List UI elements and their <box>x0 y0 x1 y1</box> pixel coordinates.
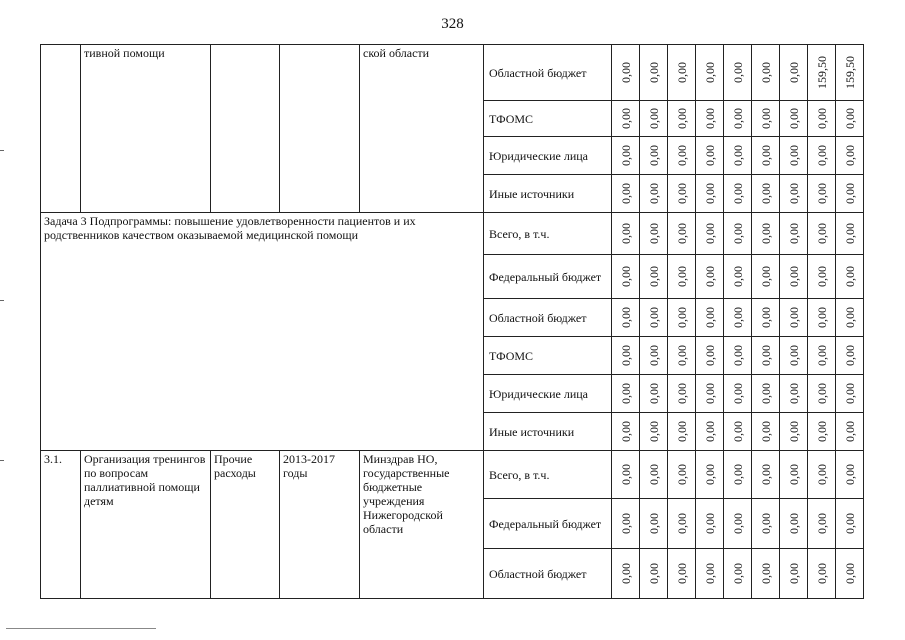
amount-cell <box>836 413 864 451</box>
amount-value: 0,00 <box>814 513 829 534</box>
amount-value: 0,00 <box>814 145 829 166</box>
amount-value: 0,00 <box>758 345 773 366</box>
amount-cell <box>780 499 808 549</box>
amount-cell <box>780 175 808 213</box>
amount-cell <box>724 375 752 413</box>
amount-value: 0,00 <box>730 383 745 404</box>
amount-value: 0,00 <box>758 183 773 204</box>
cell-executor-cont: ской области <box>360 45 484 213</box>
amount-value: 0,00 <box>618 464 633 485</box>
amount-cell <box>640 451 668 499</box>
amount-cell <box>808 451 836 499</box>
amount-value: 0,00 <box>646 421 661 442</box>
item-number: 3.1. <box>41 451 81 599</box>
amount-cell <box>836 375 864 413</box>
amount-cell <box>836 175 864 213</box>
amount-value: 0,00 <box>646 62 661 83</box>
amount-value: 0,00 <box>674 223 689 244</box>
amount-value: 0,00 <box>674 307 689 328</box>
amount-cell <box>668 213 696 255</box>
table-row <box>41 45 864 101</box>
funding-source: Иные источники <box>484 413 612 451</box>
amount-cell <box>752 299 780 337</box>
amount-value: 0,00 <box>842 223 857 244</box>
amount-value: 0,00 <box>814 383 829 404</box>
amount-value: 0,00 <box>758 513 773 534</box>
amount-value: 0,00 <box>814 464 829 485</box>
amount-value: 0,00 <box>786 223 801 244</box>
amount-cell <box>612 499 640 549</box>
amount-cell <box>724 45 752 101</box>
amount-value: 0,00 <box>786 383 801 404</box>
amount-cell <box>668 255 696 299</box>
table-row <box>41 451 864 499</box>
amount-cell <box>836 451 864 499</box>
amount-cell <box>724 175 752 213</box>
amount-value: 0,00 <box>674 183 689 204</box>
amount-value: 0,00 <box>702 108 717 129</box>
amount-value: 0,00 <box>842 513 857 534</box>
amount-value: 0,00 <box>646 383 661 404</box>
amount-value: 0,00 <box>646 307 661 328</box>
amount-value: 0,00 <box>842 383 857 404</box>
amount-cell <box>612 549 640 599</box>
amount-cell <box>724 137 752 175</box>
amount-cell <box>612 137 640 175</box>
amount-cell <box>808 337 836 375</box>
amount-cell <box>668 375 696 413</box>
amount-cell <box>808 299 836 337</box>
amount-value: 0,00 <box>730 145 745 166</box>
amount-value: 0,00 <box>674 464 689 485</box>
funding-source: ТФОМС <box>484 337 612 375</box>
table-row <box>41 213 864 255</box>
amount-value: 0,00 <box>842 345 857 366</box>
amount-cell <box>780 213 808 255</box>
amount-cell <box>836 337 864 375</box>
amount-cell <box>696 337 724 375</box>
amount-cell <box>612 413 640 451</box>
amount-value: 0,00 <box>842 307 857 328</box>
page-number: 328 <box>441 16 464 32</box>
cell-period-cont <box>280 45 360 213</box>
amount-cell <box>808 375 836 413</box>
amount-cell <box>640 549 668 599</box>
amount-value: 0,00 <box>786 183 801 204</box>
amount-cell <box>640 213 668 255</box>
amount-cell <box>724 337 752 375</box>
amount-value: 0,00 <box>758 108 773 129</box>
amount-cell <box>752 451 780 499</box>
amount-cell <box>780 137 808 175</box>
amount-value: 0,00 <box>618 421 633 442</box>
amount-cell <box>836 255 864 299</box>
amount-value: 0,00 <box>702 421 717 442</box>
amount-value: 0,00 <box>646 183 661 204</box>
cell-expense-cont <box>211 45 280 213</box>
amount-value: 0,00 <box>842 421 857 442</box>
amount-value: 0,00 <box>842 145 857 166</box>
amount-cell <box>612 101 640 137</box>
amount-value: 0,00 <box>702 266 717 287</box>
bottom-rule <box>6 628 156 629</box>
amount-value: 0,00 <box>618 183 633 204</box>
funding-source: Всего, в т.ч. <box>484 451 612 499</box>
amount-cell <box>612 337 640 375</box>
amount-cell <box>752 175 780 213</box>
amount-value: 0,00 <box>814 563 829 584</box>
amount-cell <box>668 549 696 599</box>
amount-value: 0,00 <box>758 62 773 83</box>
amount-cell <box>696 375 724 413</box>
amount-value: 0,00 <box>674 383 689 404</box>
funding-source: Всего, в т.ч. <box>484 213 612 255</box>
amount-value: 0,00 <box>646 223 661 244</box>
item-period: 2013-2017 годы <box>280 451 360 599</box>
amount-value: 159,50 <box>842 56 857 89</box>
amount-cell <box>808 499 836 549</box>
amount-value: 0,00 <box>702 307 717 328</box>
amount-value: 0,00 <box>618 383 633 404</box>
amount-cell <box>752 549 780 599</box>
item-executor: Минздрав НО, государственные бюджетные учреждения Нижегородской области <box>360 451 484 599</box>
amount-value: 0,00 <box>646 345 661 366</box>
amount-cell <box>696 101 724 137</box>
amount-value: 0,00 <box>730 223 745 244</box>
amount-cell <box>612 299 640 337</box>
table-body <box>41 45 864 599</box>
amount-cell <box>724 255 752 299</box>
amount-cell <box>780 451 808 499</box>
amount-value: 0,00 <box>842 464 857 485</box>
amount-cell <box>724 499 752 549</box>
amount-value: 0,00 <box>758 266 773 287</box>
amount-cell <box>696 451 724 499</box>
amount-value: 0,00 <box>814 345 829 366</box>
amount-value: 0,00 <box>646 145 661 166</box>
amount-cell <box>724 413 752 451</box>
amount-cell <box>808 45 836 101</box>
amount-value: 0,00 <box>702 464 717 485</box>
amount-cell <box>808 137 836 175</box>
funding-source: Юридические лица <box>484 375 612 413</box>
amount-value: 0,00 <box>618 145 633 166</box>
funding-source: Областной бюджет <box>484 299 612 337</box>
amount-cell <box>696 213 724 255</box>
amount-cell <box>780 101 808 137</box>
amount-value: 0,00 <box>702 383 717 404</box>
amount-value: 0,00 <box>702 145 717 166</box>
amount-value: 0,00 <box>842 266 857 287</box>
amount-value: 0,00 <box>786 108 801 129</box>
amount-cell <box>780 337 808 375</box>
amount-value: 0,00 <box>758 383 773 404</box>
amount-cell <box>668 137 696 175</box>
amount-value: 0,00 <box>674 266 689 287</box>
amount-cell <box>640 255 668 299</box>
amount-value: 0,00 <box>730 513 745 534</box>
amount-value: 0,00 <box>730 183 745 204</box>
funding-source: Федеральный бюджет <box>484 499 612 549</box>
amount-value: 0,00 <box>786 563 801 584</box>
cell-number-cont <box>41 45 81 213</box>
amount-value: 0,00 <box>702 345 717 366</box>
amount-value: 0,00 <box>730 464 745 485</box>
amount-cell <box>724 213 752 255</box>
amount-value: 0,00 <box>702 513 717 534</box>
amount-cell <box>752 255 780 299</box>
amount-cell <box>724 451 752 499</box>
amount-value: 0,00 <box>786 421 801 442</box>
amount-value: 0,00 <box>646 266 661 287</box>
amount-value: 0,00 <box>618 223 633 244</box>
amount-cell <box>696 299 724 337</box>
amount-cell <box>668 299 696 337</box>
amount-cell <box>752 45 780 101</box>
amount-cell <box>808 213 836 255</box>
amount-value: 0,00 <box>814 421 829 442</box>
amount-cell <box>780 413 808 451</box>
funding-source: Федеральный бюджет <box>484 255 612 299</box>
amount-cell <box>724 299 752 337</box>
amount-value: 0,00 <box>646 464 661 485</box>
amount-cell <box>696 45 724 101</box>
amount-value: 0,00 <box>618 345 633 366</box>
amount-cell <box>780 255 808 299</box>
amount-cell <box>612 213 640 255</box>
amount-cell <box>640 137 668 175</box>
amount-value: 0,00 <box>814 307 829 328</box>
amount-cell <box>780 549 808 599</box>
amount-cell <box>640 299 668 337</box>
amount-cell <box>696 413 724 451</box>
amount-cell <box>752 101 780 137</box>
amount-value: 0,00 <box>618 513 633 534</box>
funding-source: Областной бюджет <box>484 45 612 101</box>
amount-cell <box>724 549 752 599</box>
amount-value: 0,00 <box>814 108 829 129</box>
amount-cell <box>752 137 780 175</box>
amount-value: 0,00 <box>758 421 773 442</box>
amount-cell <box>752 413 780 451</box>
amount-value: 0,00 <box>618 62 633 83</box>
amount-cell <box>668 175 696 213</box>
amount-cell <box>808 101 836 137</box>
amount-value: 0,00 <box>786 345 801 366</box>
amount-cell <box>668 499 696 549</box>
amount-cell <box>696 137 724 175</box>
cell-name-cont: тивной помощи <box>81 45 211 213</box>
amount-value: 0,00 <box>674 62 689 83</box>
amount-value: 0,00 <box>730 563 745 584</box>
amount-cell <box>752 375 780 413</box>
amount-value: 0,00 <box>786 464 801 485</box>
amount-value: 0,00 <box>786 513 801 534</box>
amount-cell <box>836 45 864 101</box>
amount-value: 0,00 <box>730 345 745 366</box>
amount-value: 0,00 <box>618 307 633 328</box>
funding-source: Юридические лица <box>484 137 612 175</box>
amount-cell <box>836 101 864 137</box>
amount-value: 0,00 <box>814 183 829 204</box>
amount-cell <box>696 255 724 299</box>
amount-cell <box>612 375 640 413</box>
amount-cell <box>696 175 724 213</box>
amount-value: 0,00 <box>674 145 689 166</box>
amount-value: 0,00 <box>814 223 829 244</box>
amount-value: 0,00 <box>758 307 773 328</box>
amount-value: 0,00 <box>674 345 689 366</box>
amount-cell <box>808 175 836 213</box>
amount-cell <box>752 337 780 375</box>
amount-cell <box>640 375 668 413</box>
margin-mark <box>0 150 4 151</box>
amount-cell <box>612 451 640 499</box>
amount-cell <box>780 45 808 101</box>
funding-source: ТФОМС <box>484 101 612 137</box>
amount-cell <box>780 375 808 413</box>
amount-cell <box>668 451 696 499</box>
amount-value: 0,00 <box>758 464 773 485</box>
amount-cell <box>808 549 836 599</box>
amount-cell <box>696 549 724 599</box>
amount-value: 0,00 <box>674 563 689 584</box>
amount-value: 0,00 <box>646 513 661 534</box>
amount-cell <box>808 255 836 299</box>
margin-mark <box>0 460 4 461</box>
amount-cell <box>808 413 836 451</box>
amount-value: 0,00 <box>842 108 857 129</box>
amount-value: 0,00 <box>646 108 661 129</box>
amount-value: 0,00 <box>842 183 857 204</box>
amount-value: 0,00 <box>758 223 773 244</box>
amount-cell <box>612 255 640 299</box>
amount-value: 159,50 <box>814 56 829 89</box>
amount-cell <box>780 299 808 337</box>
budget-table <box>40 44 864 599</box>
amount-cell <box>836 499 864 549</box>
amount-cell <box>640 101 668 137</box>
amount-cell <box>836 137 864 175</box>
amount-value: 0,00 <box>730 266 745 287</box>
amount-cell <box>640 337 668 375</box>
amount-value: 0,00 <box>730 108 745 129</box>
amount-value: 0,00 <box>786 62 801 83</box>
amount-cell <box>836 213 864 255</box>
amount-cell <box>836 549 864 599</box>
item-name: Организация тренингов по вопросам паллиативной помощи детям <box>81 451 211 599</box>
amount-value: 0,00 <box>618 266 633 287</box>
amount-value: 0,00 <box>786 266 801 287</box>
amount-cell <box>752 213 780 255</box>
amount-value: 0,00 <box>618 563 633 584</box>
amount-cell <box>640 45 668 101</box>
funding-source: Областной бюджет <box>484 549 612 599</box>
amount-value: 0,00 <box>758 563 773 584</box>
amount-cell <box>640 413 668 451</box>
amount-value: 0,00 <box>730 307 745 328</box>
amount-value: 0,00 <box>674 513 689 534</box>
amount-value: 0,00 <box>702 563 717 584</box>
amount-value: 0,00 <box>702 183 717 204</box>
amount-value: 0,00 <box>730 421 745 442</box>
amount-cell <box>668 413 696 451</box>
amount-value: 0,00 <box>730 62 745 83</box>
amount-value: 0,00 <box>786 145 801 166</box>
margin-mark <box>0 300 4 301</box>
item-expense-type: Прочие расходы <box>211 451 280 599</box>
task-description: Задача 3 Подпрограммы: повышение удовлетворенности пациентов и их родственников качеством оказываемой медицинской помощи <box>41 213 484 451</box>
amount-cell <box>612 45 640 101</box>
amount-value: 0,00 <box>646 563 661 584</box>
amount-value: 0,00 <box>702 223 717 244</box>
amount-value: 0,00 <box>674 421 689 442</box>
amount-cell <box>668 337 696 375</box>
amount-cell <box>696 499 724 549</box>
amount-cell <box>724 101 752 137</box>
amount-value: 0,00 <box>814 266 829 287</box>
amount-cell <box>836 299 864 337</box>
amount-value: 0,00 <box>618 108 633 129</box>
amount-cell <box>668 101 696 137</box>
amount-cell <box>668 45 696 101</box>
amount-cell <box>640 175 668 213</box>
amount-value: 0,00 <box>758 145 773 166</box>
amount-value: 0,00 <box>786 307 801 328</box>
amount-cell <box>640 499 668 549</box>
funding-source: Иные источники <box>484 175 612 213</box>
amount-value: 0,00 <box>702 62 717 83</box>
amount-cell <box>612 175 640 213</box>
amount-value: 0,00 <box>674 108 689 129</box>
amount-value: 0,00 <box>842 563 857 584</box>
amount-cell <box>752 499 780 549</box>
